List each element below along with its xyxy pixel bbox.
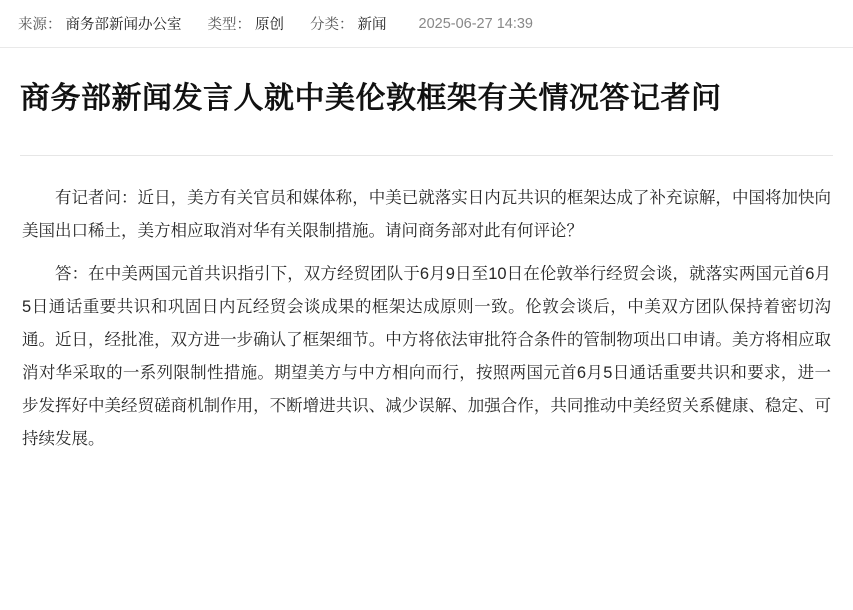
- page-title: 商务部新闻发言人就中美伦敦框架有关情况答记者问: [20, 82, 722, 115]
- meta-source: [18, 13, 182, 34]
- article-paragraph: 答：在中美两国元首共识指引下，双方经贸团队于6月9日至10日在伦敦举行经贸会谈，就落实两国元首6月5日通话重要共识和巩固日内瓦经贸会谈成果的框架达成原则一致。伦敦会谈后，中美双方团队保持着密切沟通。近日，经批准，双方进一步确认了框架细节。中方将依法审批符合条件的管制物项出口申请。美方将相应取消对华采取的一系列限制性措施。期望美方与中方相向而行，按照两国元首6月5日通话重要共识和要求，进一步发挥好中美经贸磋商机制作用，不断增进共识、减少误解、加强合作，共同推动中美经贸关系健康、稳定、可持续发展。: [22, 264, 831, 448]
- meta-category-label: 分类：: [310, 17, 354, 33]
- article-body: [0, 156, 853, 456]
- meta-datetime: [413, 16, 534, 32]
- title-section: [0, 48, 853, 123]
- meta-type-label: 类型：: [207, 17, 251, 33]
- meta-source-value: 商务部新闻办公室: [65, 17, 182, 33]
- meta-category: [310, 13, 387, 34]
- meta-category-value: 新闻: [357, 17, 387, 33]
- meta-type: [208, 13, 285, 34]
- meta-type-value: 原创: [255, 17, 284, 33]
- article-paragraph: 有记者问：近日，美方有关官员和媒体称，中美已就落实日内瓦共识的框架达成了补充谅解，中国将加快向美国出口稀土，美方相应取消对华有关限制措施。请问商务部对此有何评论？: [22, 188, 831, 240]
- meta-datetime-value: 2025-06-27 14:39: [418, 15, 533, 32]
- meta-source-label: 来源：: [18, 17, 62, 33]
- article-meta-bar: [0, 0, 853, 48]
